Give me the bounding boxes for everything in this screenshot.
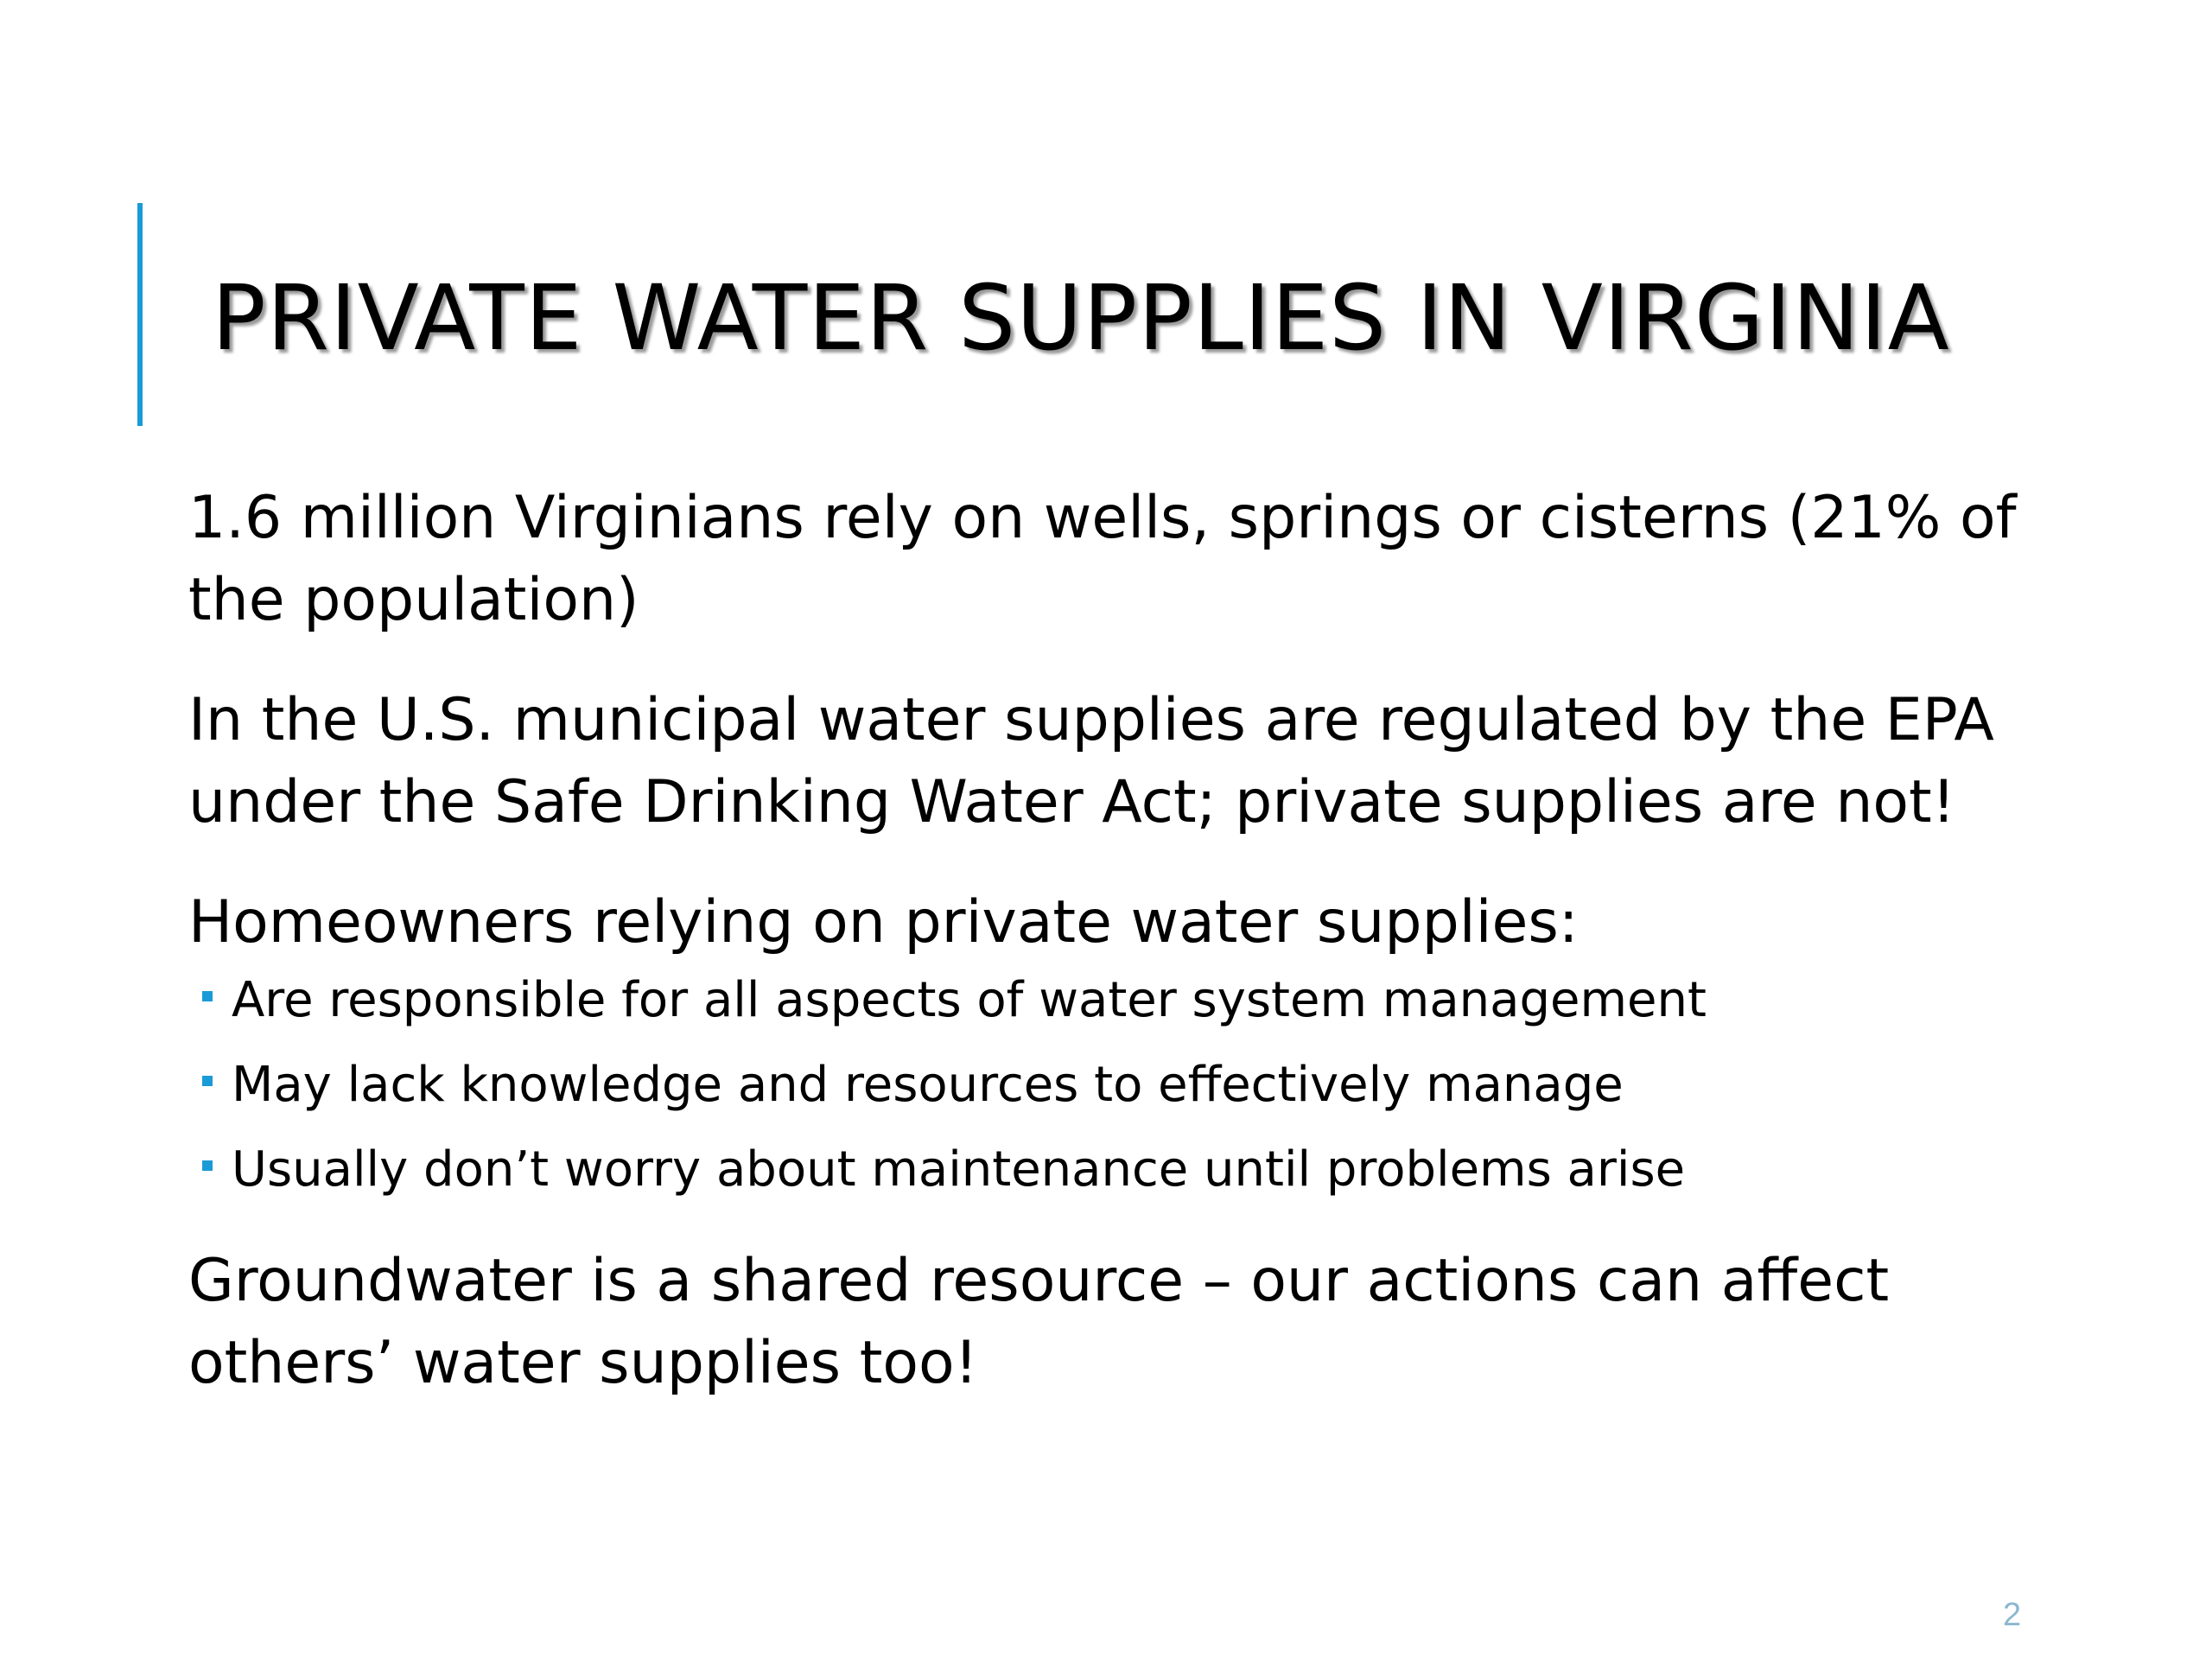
bullet-text: May lack knowledge and resources to effectively manage — [232, 1057, 1624, 1113]
paragraph-regulation: In the U.S. municipal water supplies are regulated by the EPA under the Safe Drinking Water Act; private supplies are not! — [188, 686, 1994, 836]
paragraph-population: 1.6 million Virginians rely on wells, springs or cisterns (21% of the population) — [188, 484, 2017, 634]
bullet-item — [188, 1140, 2089, 1200]
square-bullet-icon — [202, 991, 213, 1001]
homeowner-bullet-list — [188, 970, 2089, 1200]
bullet-text: Usually don’t worry about maintenance until problems arise — [232, 1141, 1686, 1198]
square-bullet-icon — [202, 1076, 213, 1086]
page-number: 2 — [2003, 1597, 2022, 1633]
title-accent-bar — [137, 203, 143, 426]
square-bullet-icon — [202, 1160, 213, 1171]
paragraph-groundwater: Groundwater is a shared resource – our actions can affect others’ water supplies too! — [188, 1247, 1890, 1397]
slide-title: PRIVATE WATER SUPPLIES IN VIRGINIA — [212, 265, 1950, 371]
bullet-item — [188, 1055, 2089, 1116]
slide-content — [188, 477, 2089, 1404]
paragraph-homeowners: Homeowners relying on private water supplies: — [188, 888, 1579, 957]
bullet-item — [188, 970, 2089, 1031]
bullet-text: Are responsible for all aspects of water system management — [232, 972, 1707, 1028]
